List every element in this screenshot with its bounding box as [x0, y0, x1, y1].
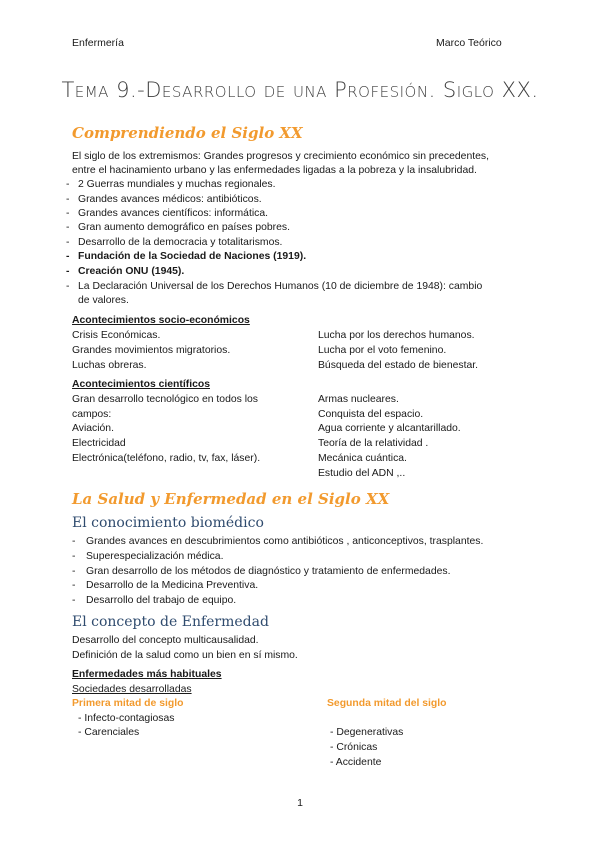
scientific-right-item: Conquista del espacio.: [318, 409, 424, 420]
scientific-left-item: Aviación.: [72, 423, 114, 434]
scientific-right-item: Estudio del ADN ,..: [318, 468, 406, 479]
first-half-label: Primera mitad de siglo: [72, 698, 184, 709]
intro-line-1: El siglo de los extremismos: Grandes progresos y crecimiento económico sin precedentes,: [72, 151, 489, 162]
list-item: - Fundación de la Sociedad de Naciones (1919).: [66, 251, 307, 262]
second-half-item: - Accidente: [330, 757, 382, 768]
socio-left-item: Grandes movimientos migratorios.: [72, 345, 231, 356]
scientific-left-item: Electricidad: [72, 438, 126, 449]
diseases-title: Enfermedades más habituales: [72, 669, 222, 680]
societies-title: Sociedades desarrolladas: [72, 684, 192, 695]
list-item: - Grandes avances científicos: informática.: [66, 208, 269, 219]
section-heading-1: Comprendiendo el Siglo XX: [72, 124, 303, 142]
section-heading-2: La Salud y Enfermedad en el Siglo XX: [72, 490, 390, 508]
socio-left-item: Crisis Económicas.: [72, 330, 161, 341]
list-item-continuation: de valores.: [78, 295, 129, 306]
subheading-biomedical: El conocimiento biomédico: [72, 515, 264, 531]
socio-right-item: Lucha por los derechos humanos.: [318, 330, 475, 341]
list-item: - Gran aumento demográfico en países pobres.: [66, 222, 290, 233]
concept-line: Definición de la salud como un bien en sí mismo.: [72, 650, 298, 661]
second-half-item: - Crónicas: [330, 742, 378, 753]
list-item: - La Declaración Universal de los Derechos Humanos (10 de diciembre de 1948): cambio: [66, 281, 483, 292]
list-item: - Desarrollo de la democracia y totalitarismos.: [66, 237, 283, 248]
socio-right-item: Lucha por el voto femenino.: [318, 345, 447, 356]
list-item: - 2 Guerras mundiales y muchas regionales.: [66, 179, 276, 190]
scientific-right-item: Teoría de la relatividad .: [318, 438, 429, 449]
page-title: Tema 9.-Desarrollo de una Profesión. Siglo XX.: [61, 78, 539, 102]
first-half-item: - Infecto-contagiosas: [78, 713, 175, 724]
header-right: Marco Teórico: [436, 37, 502, 49]
list-item: - Grandes avances médicos: antibióticos.: [66, 194, 262, 205]
first-half-item: - Carenciales: [78, 727, 140, 738]
scientific-left-item: Electrónica(teléfono, radio, tv, fax, láser).: [72, 453, 261, 464]
scientific-left-item: Gran desarrollo tecnológico en todos los: [72, 394, 258, 405]
intro-line-2: entre el hacinamiento urbano y las enfermedades ligadas a la pobreza y la insalubridad.: [72, 165, 477, 176]
page-number: 1: [297, 797, 303, 809]
socio-left-item: Luchas obreras.: [72, 360, 147, 371]
header-left: Enfermería: [72, 37, 124, 49]
list-item: - Creación ONU (1945).: [66, 266, 185, 277]
scientific-right-item: Agua corriente y alcantarillado.: [318, 423, 461, 434]
second-half-item: - Degenerativas: [330, 727, 404, 738]
subheading-disease-concept: El concepto de Enfermedad: [72, 614, 269, 630]
scientific-left-item: campos:: [72, 409, 112, 420]
socio-right-item: Búsqueda del estado de bienestar.: [318, 360, 479, 371]
concept-line: Desarrollo del concepto multicausalidad.: [72, 635, 259, 646]
socio-economic-title: Acontecimientos socio-económicos: [72, 315, 250, 326]
scientific-right-item: Mecánica cuántica.: [318, 453, 407, 464]
second-half-label: Segunda mitad del siglo: [327, 698, 447, 709]
scientific-title: Acontecimientos científicos: [72, 379, 210, 390]
scientific-right-item: Armas nucleares.: [318, 394, 399, 405]
